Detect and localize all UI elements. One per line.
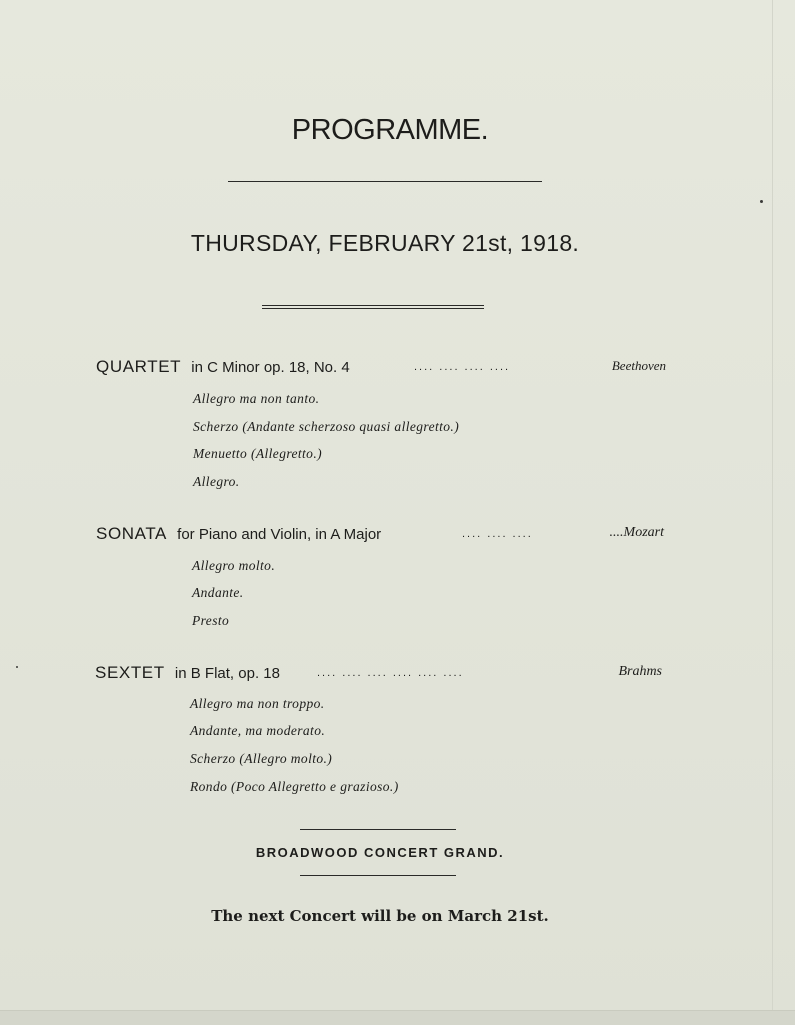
- work-title: SONATA: [96, 524, 167, 543]
- page-fold-line: [772, 0, 773, 1010]
- movement: Presto: [192, 613, 230, 628]
- paper-speck: [16, 666, 18, 668]
- movement: Allegro ma non tanto.: [193, 391, 320, 406]
- movement: Allegro molto.: [192, 558, 276, 573]
- movement: Andante.: [192, 585, 244, 600]
- work-title: SEXTET: [95, 663, 165, 682]
- composer-name: Brahms: [618, 664, 662, 679]
- work-quartet: [96, 357, 666, 377]
- footer-rule-bottom: [300, 875, 456, 876]
- movement: Rondo (Poco Allegretto e grazioso.): [190, 779, 399, 794]
- work-detail: in C Minor op. 18, No. 4: [191, 359, 350, 376]
- page-bottom-edge: [0, 1010, 795, 1025]
- leader-dots: .... .... .... .... .... ....: [317, 667, 464, 679]
- movement: Andante, ma moderato.: [190, 723, 326, 738]
- leader-dots: .... .... ....: [462, 528, 533, 540]
- movement: Scherzo (Allegro molto.): [190, 751, 333, 766]
- composer-name: Beethoven: [611, 358, 666, 373]
- title-rule: [228, 181, 542, 182]
- work-title: QUARTET: [96, 357, 182, 376]
- page-title: PROGRAMME.: [291, 114, 489, 146]
- movement: Menuetto (Allegretto.): [193, 446, 323, 461]
- leader-dots: .... .... .... ....: [414, 361, 511, 373]
- movement: Allegro ma non troppo.: [190, 696, 325, 711]
- concert-date: THURSDAY, FEBRUARY 21st, 1918.: [190, 230, 580, 256]
- movement: Scherzo (Andante scherzoso quasi allegretto.): [193, 419, 460, 434]
- piano-credit: BROADWOOD CONCERT GRAND.: [255, 845, 505, 860]
- paper-speck: [760, 200, 763, 203]
- work-sonata: [96, 524, 666, 544]
- next-concert-note: The next Concert will be on March 21st.: [211, 907, 549, 925]
- footer-rule-top: [300, 829, 456, 830]
- work-detail: for Piano and Violin, in A Major: [177, 526, 382, 543]
- composer-name: ....Mozart: [609, 525, 664, 540]
- movement: Allegro.: [193, 474, 240, 489]
- date-rule: [262, 305, 484, 309]
- work-detail: in B Flat, op. 18: [174, 665, 280, 682]
- work-sextet: [95, 663, 665, 683]
